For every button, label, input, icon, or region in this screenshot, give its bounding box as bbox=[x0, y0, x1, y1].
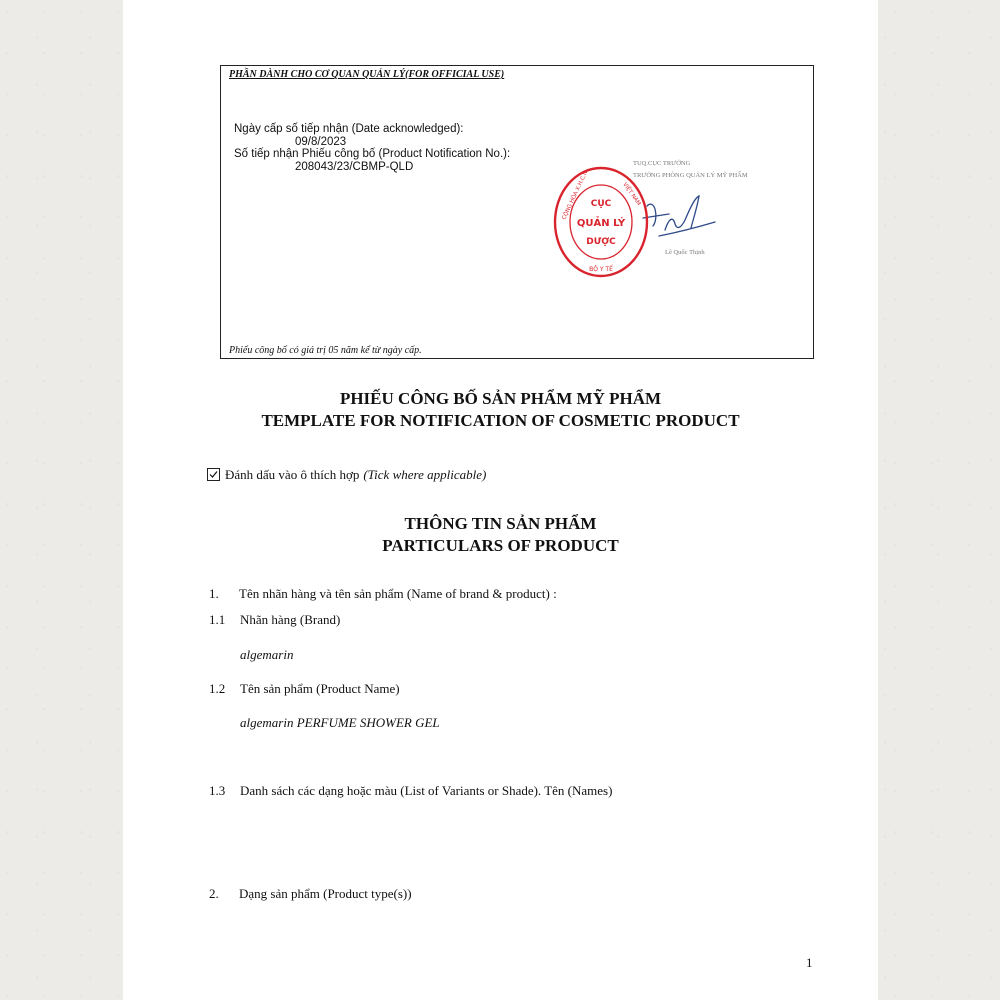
form-title-vi: PHIẾU CÔNG BỐ SẢN PHẨM MỸ PHẨM bbox=[339, 389, 662, 408]
signer-title-1: TUQ.CỤC TRƯỞNG bbox=[633, 160, 691, 167]
item-label: Tên nhãn hàng và tên sản phẩm (Name of brand & product) : bbox=[239, 586, 557, 601]
product-name-value: algemarin PERFUME SHOWER GEL bbox=[240, 715, 440, 730]
tick-instruction-vi: Đánh dấu vào ô thích hợp bbox=[225, 467, 360, 482]
svg-text:CỘNG HÒA X.H.C.N: CỘNG HÒA X.H.C.N bbox=[561, 170, 590, 221]
checked-checkbox-icon bbox=[207, 468, 220, 481]
acknowledgement-block bbox=[234, 123, 510, 173]
signer-name: Lê Quốc Thịnh bbox=[665, 249, 705, 256]
section-title-en: PARTICULARS OF PRODUCT bbox=[382, 536, 619, 555]
brand-value: algemarin bbox=[240, 647, 294, 662]
notification-number-label: Số tiếp nhận Phiếu công bố (Product Notification No.): bbox=[234, 148, 511, 160]
svg-text:DƯỢC: DƯỢC bbox=[586, 237, 616, 247]
official-use-header: PHẦN DÀNH CHO CƠ QUAN QUẢN LÝ(FOR OFFICIAL USE) bbox=[229, 69, 505, 80]
svg-text:BỘ Y TẾ: BỘ Y TẾ bbox=[589, 266, 613, 273]
document-page bbox=[123, 0, 878, 1000]
page-number: 1 bbox=[806, 955, 813, 970]
item-1-2 bbox=[209, 681, 400, 697]
item-label: Tên sản phẩm (Product Name) bbox=[240, 681, 400, 696]
item-1-1 bbox=[209, 612, 340, 628]
tick-instruction-en: (Tick where applicable) bbox=[363, 467, 487, 482]
item-number: 1.2 bbox=[209, 681, 226, 696]
item-number: 1. bbox=[209, 586, 219, 601]
svg-text:VIỆT NAM: VIỆT NAM bbox=[621, 181, 642, 207]
item-number: 2. bbox=[209, 886, 219, 901]
item-number: 1.1 bbox=[209, 612, 226, 627]
svg-text:QUẢN LÝ: QUẢN LÝ bbox=[576, 218, 626, 229]
date-acknowledged-label: Ngày cấp số tiếp nhận (Date acknowledged): bbox=[234, 123, 464, 135]
signer-title-2: TRƯỞNG PHÒNG QUẢN LÝ MỸ PHẨM bbox=[633, 172, 748, 179]
svg-text:CỤC: CỤC bbox=[590, 199, 612, 209]
item-1 bbox=[209, 586, 557, 602]
validity-note: Phiếu công bố có giá trị 05 năm kể từ ngày cấp. bbox=[229, 345, 422, 356]
form-title-en: TEMPLATE FOR NOTIFICATION OF COSMETIC PRODUCT bbox=[261, 411, 740, 430]
official-use-box bbox=[220, 65, 814, 359]
item-label: Dạng sản phẩm (Product type(s)) bbox=[239, 886, 412, 901]
item-2 bbox=[209, 886, 412, 902]
tick-instruction bbox=[207, 467, 486, 483]
official-stamp bbox=[551, 164, 651, 280]
item-1-3 bbox=[209, 783, 612, 799]
notification-number-value: 208043/23/CBMP-QLD bbox=[295, 160, 414, 173]
date-acknowledged-value: 09/8/2023 bbox=[295, 135, 347, 148]
section-title-vi: THÔNG TIN SẢN PHẨM bbox=[404, 514, 597, 533]
item-label: Nhãn hàng (Brand) bbox=[240, 612, 341, 627]
item-label: Danh sách các dạng hoặc màu (List of Variants or Shade). Tên (Names) bbox=[240, 783, 613, 798]
item-number: 1.3 bbox=[209, 783, 226, 798]
